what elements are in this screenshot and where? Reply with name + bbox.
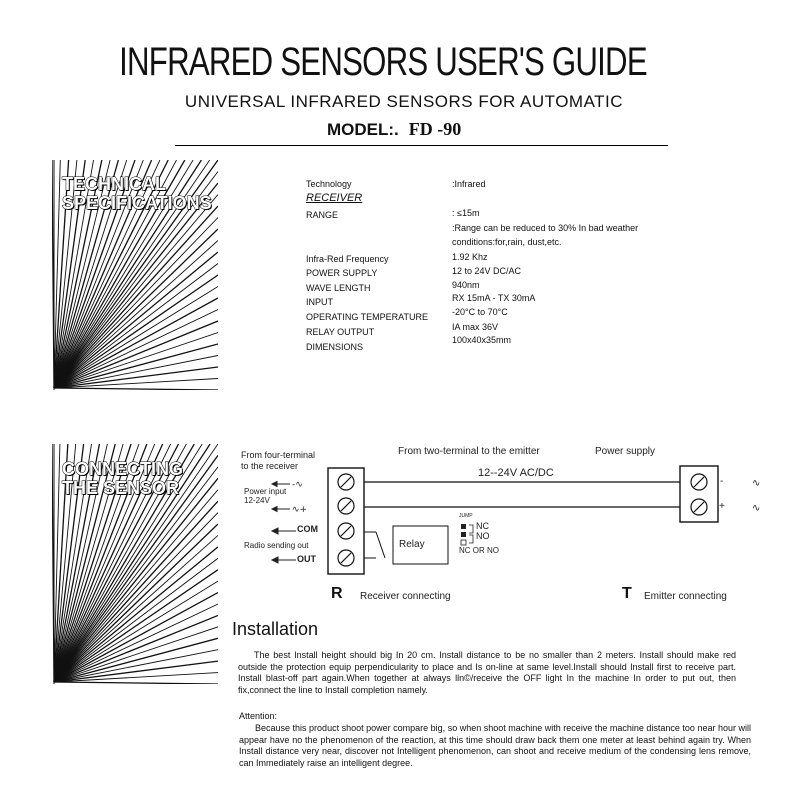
- spec-label-range: RANGE: [306, 210, 339, 220]
- jump-pin-1: [461, 524, 466, 529]
- power-plus-ac: ∿+: [292, 505, 308, 515]
- jump-nc-label: NC: [476, 521, 489, 531]
- installation-title: Installation: [232, 619, 319, 639]
- spec-label-input: INPUT: [306, 297, 333, 307]
- receiver-source-line2: to the receiver: [241, 461, 299, 471]
- power-input-line1: Power input: [244, 487, 287, 496]
- document-subtitle: UNIVERSAL INFRARED SENSORS FOR AUTOMATIC: [184, 92, 624, 111]
- power-minus-ac: -∿: [292, 480, 303, 490]
- spec-value-range-note-2: conditions:for,rain, dust,etc.: [452, 237, 562, 247]
- out-label: OUT: [297, 554, 316, 564]
- sunburst-ray: [54, 682, 218, 684]
- spec-value-frequency: 1.92 Khz: [452, 252, 488, 262]
- sunburst-ray: [54, 478, 218, 682]
- emitter-plus-label: +: [719, 501, 725, 512]
- sunburst-ray: [54, 524, 218, 682]
- technical-heading: [62, 175, 212, 213]
- technical-heading-line1: TECHNICAL: [62, 174, 166, 194]
- emitter-minus-label: -: [720, 476, 724, 487]
- emitter-connecting-label: Emitter connecting: [644, 591, 727, 602]
- sunburst-ray: [54, 388, 218, 390]
- spec-label-operating-temperature: OPERATING TEMPERATURE: [306, 312, 429, 322]
- receiver-source-line1: From four-terminal: [241, 450, 316, 460]
- radio-out-label: Radio sending out: [244, 541, 309, 550]
- jump-nc-or-no-label: NC OR NO: [459, 546, 499, 555]
- installation-paragraph: The best Install height should big In 20 cm. Install distance to be no smaller than 2 meters. Install should make red outside the protection equip perpendicularity to place and Is on-line at same level.Install should Install first to receive part. Install blast-off part again.When together at always lln©/receive the OFF light In the machine In order to put out, then fix,connect the line to Install completion namely.: [238, 650, 736, 695]
- model-line: [327, 119, 461, 140]
- connecting-heading-line2: THE SENSOR: [62, 478, 180, 498]
- com-label: COM: [297, 524, 318, 534]
- spec-label-relay-output: RELAY OUTPUT: [306, 327, 375, 337]
- emitter-ac-2: ∿: [752, 503, 761, 514]
- spec-label-power-supply: POWER SUPPLY: [306, 268, 378, 278]
- jump-label: JUMP: [459, 513, 473, 519]
- model-code: FD -90: [408, 119, 462, 139]
- sunburst-ray: [54, 547, 218, 682]
- spec-value-power-supply: 12 to 24V DC/AC: [452, 266, 522, 276]
- connecting-heading-line1: CONNECTING: [62, 459, 183, 479]
- emitter-ac-1: ∿: [752, 478, 761, 489]
- spec-value-technology: :Infrared: [452, 179, 486, 189]
- sunburst-ray: [54, 467, 218, 682]
- relay-label: Relay: [399, 539, 425, 550]
- receiver-letter: R: [331, 585, 343, 602]
- technical-heading-line2: SPECIFICATIONS: [62, 193, 212, 213]
- model-label: MODEL:.: [327, 120, 399, 139]
- spec-value-operating-temperature: -20°C to 70°C: [452, 307, 508, 317]
- spec-label-wave-length: WAVE LENGTH: [306, 283, 371, 293]
- spec-value-range: : ≤15m: [452, 208, 480, 218]
- attention-paragraph: Because this product shoot power compare big, so when shoot machine with receive the machine distance too near hour will appear have no the phenomenon of the reaction, at this time should draw back them one meter at least behind again try. When Install distance very near, discover not Intelligent phenomenon, can shoot and receive medium of the condensing lens remove, can Immediately raise an intelligent degree.: [239, 723, 751, 768]
- sunburst-ray: [54, 310, 218, 389]
- power-supply-label: Power supply: [595, 446, 656, 457]
- spec-value-wave-length: 940nm: [452, 280, 480, 290]
- header-divider: [175, 145, 668, 146]
- document-title: INFRARED SENSORS USER'S GUIDE: [119, 40, 647, 84]
- spec-label-technology: Technology: [306, 179, 352, 189]
- spec-value-input: RX 15mA - TX 30mA: [452, 293, 536, 303]
- power-input-line2: 12-24V: [244, 496, 270, 505]
- receiver-connecting-label: Receiver connecting: [360, 591, 451, 602]
- wiring-diagram: [230, 460, 770, 580]
- spec-label-frequency: Infra-Red Frequency: [306, 254, 389, 264]
- emitter-letter: T: [622, 585, 632, 602]
- spec-label-dimensions: DIMENSIONS: [306, 342, 364, 352]
- spec-value-range-note: :Range can be reduced to 30% In bad weather: [452, 223, 639, 233]
- spec-label-receiver: RECEIVER: [306, 192, 363, 204]
- spec-value-relay-output: IA max 36V: [452, 322, 499, 332]
- jump-pin-3: [461, 540, 466, 545]
- jump-no-label: NO: [476, 531, 490, 541]
- spec-value-dimensions: 100x40x35mm: [452, 335, 512, 345]
- attention-title: Attention:: [239, 711, 278, 721]
- sunburst-ray: [54, 183, 218, 388]
- jump-pin-2: [461, 532, 466, 537]
- voltage-label: 12--24V AC/DC: [478, 467, 554, 479]
- emitter-source-label: From two-terminal to the emitter: [398, 446, 540, 457]
- connecting-heading: [62, 460, 183, 498]
